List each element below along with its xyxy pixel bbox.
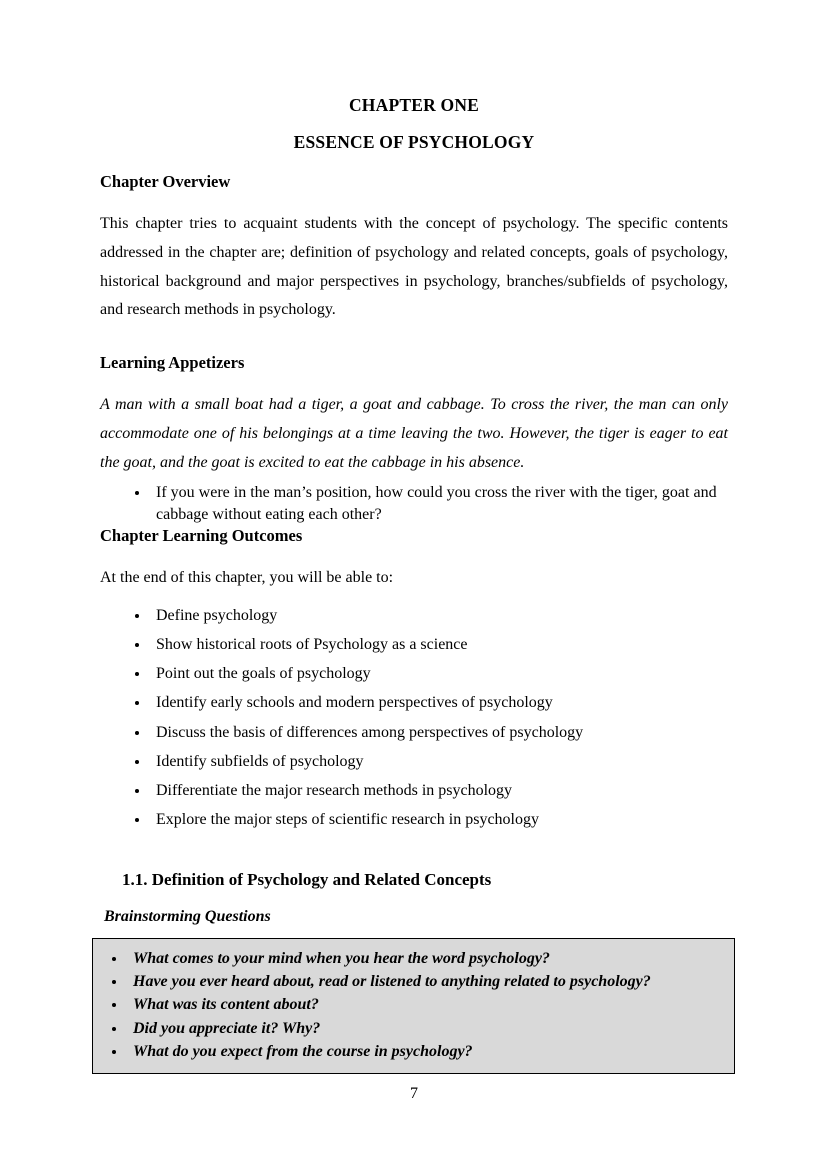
outcome-item: • Identify subfields of psychology — [150, 747, 728, 776]
overview-paragraph: This chapter tries to acquaint students with the concept of psychology. The specific contents addressed in the chapter are; definition of psychology and related concepts, goals of psychology, historical background and major perspectives in psychology, branches/subfields of psychology, and research methods in psychology. — [100, 215, 728, 319]
outcome-item: • Show historical roots of Psychology as a science — [150, 630, 728, 659]
appetizers-question: • If you were in the man’s position, how could you cross the river with the tiger, goat and cabbage without eating each other? — [150, 482, 728, 527]
chapter-subtitle: ESSENCE OF PSYCHOLOGY — [293, 132, 535, 152]
brainstorming-question: • Have you ever heard about, read or listened to anything related to psychology? — [127, 970, 720, 993]
page-number: 7 — [410, 1085, 418, 1102]
outcomes-list — [100, 601, 728, 834]
outcomes-intro: At the end of this chapter, you will be able to: — [100, 569, 394, 587]
brainstorming-question: • What was its content about? — [127, 993, 720, 1016]
outcome-item: • Explore the major steps of scientific research in psychology — [150, 805, 728, 834]
appetizers-heading: Learning Appetizers — [100, 353, 245, 373]
outcome-item: • Differentiate the major research methods in psychology — [150, 776, 728, 805]
chapter-title: CHAPTER ONE — [348, 95, 480, 115]
outcome-item: • Discuss the basis of differences among perspectives of psychology — [150, 718, 728, 747]
brainstorming-question: • What comes to your mind when you hear the word psychology? — [127, 947, 720, 970]
brainstorming-heading: Brainstorming Questions — [104, 908, 271, 926]
outcome-item: • Identify early schools and modern perspectives of psychology — [150, 688, 728, 717]
overview-heading: Chapter Overview — [100, 172, 231, 191]
outcome-item: • Define psychology — [150, 601, 728, 630]
outcome-item: • Point out the goals of psychology — [150, 659, 728, 688]
brainstorming-question: • Did you appreciate it? Why? — [127, 1017, 720, 1040]
appetizers-scenario: A man with a small boat had a tiger, a goat and cabbage. To cross the river, the man can only accommodate one of his belongings at a time leaving the two. However, the tiger is eager to eat the goat, and the goat is excited to eat the cabbage in his absence. — [100, 396, 728, 471]
brainstorming-box — [92, 938, 735, 1074]
outcomes-heading: Chapter Learning Outcomes — [100, 526, 303, 546]
appetizers-question-list — [100, 482, 728, 527]
brainstorming-question-list — [99, 947, 720, 1063]
brainstorming-question: • What do you expect from the course in psychology? — [127, 1040, 720, 1063]
section-heading: 1.1. Definition of Psychology and Related Concepts — [122, 870, 492, 890]
